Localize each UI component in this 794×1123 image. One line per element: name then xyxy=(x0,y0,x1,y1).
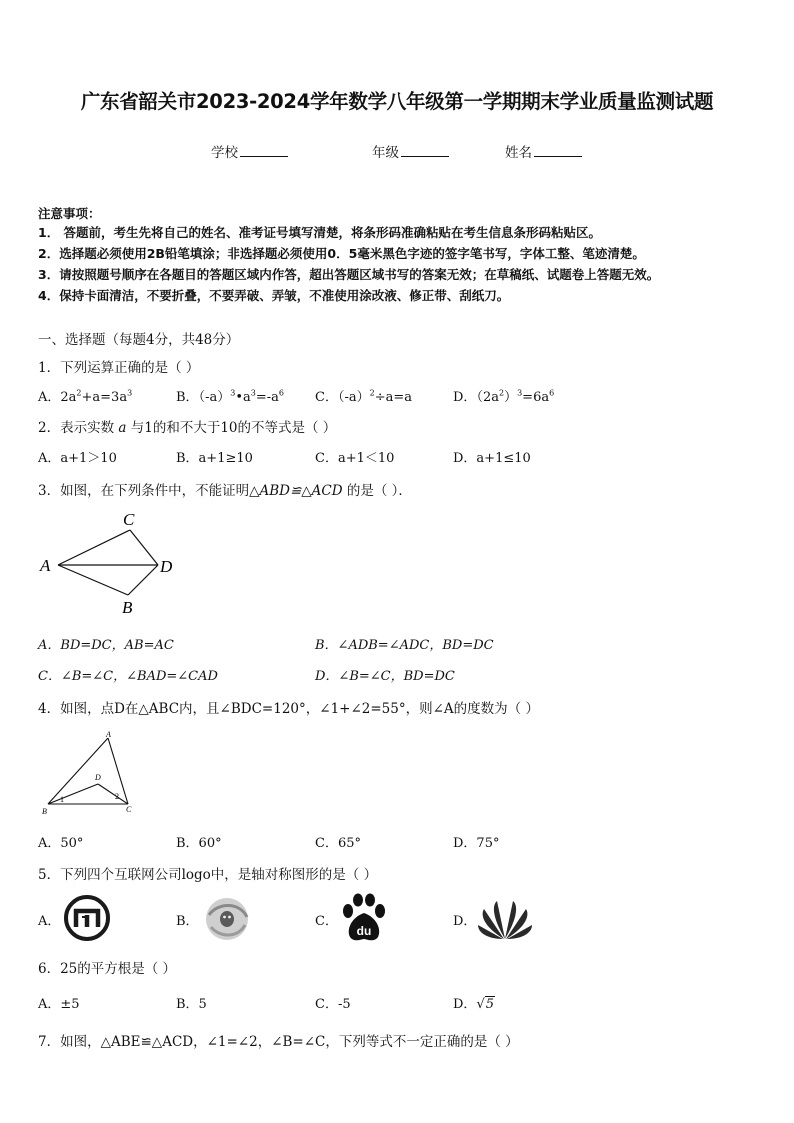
q6-option-a: A．±5 xyxy=(38,997,80,1012)
q3-label-a: A xyxy=(40,556,51,575)
q4-figure xyxy=(40,728,140,820)
q3-stem: 3．如图，在下列条件中，不能证明△ABD≌△ACD 的是（ ）． xyxy=(38,483,412,499)
q4-option-d: D．75° xyxy=(453,836,500,851)
q2-option-b: B．a+1≥10 xyxy=(176,451,253,466)
name-blank xyxy=(534,143,582,157)
q4-label-2: 2 xyxy=(115,792,119,801)
mi-logo-icon xyxy=(62,895,112,941)
q4-label-c: C xyxy=(126,805,132,814)
q1-stem: 1．下列运算正确的是（ ） xyxy=(38,360,200,376)
q1-option-a: A．$2a^2+a=3a^3$ xyxy=(38,388,133,405)
note-item-3: 3．请按照题号顺序在各题目的答题区域内作答，超出答题区域书写的答案无效；在草稿纸、试题卷上答题无效。 xyxy=(38,267,660,282)
q5-option-c: C． xyxy=(315,914,338,929)
q4-option-b: B．60° xyxy=(176,836,222,851)
q4-label-1: 1 xyxy=(60,795,64,804)
grade-field xyxy=(372,141,449,161)
note-item-1: 1． 答题前，考生先将自己的姓名、准考证号填写清楚，将条形码准确粘贴在考生信息条形码粘贴区。 xyxy=(38,225,602,240)
grade-blank xyxy=(401,143,449,157)
q4-label-d: D xyxy=(95,773,101,782)
school-label: 学校 xyxy=(211,145,238,161)
q5-option-d: D． xyxy=(453,914,477,929)
q3-option-a: A．BD=DC，AB=AC xyxy=(38,638,174,653)
sqrt-radicand: 5 xyxy=(485,997,495,1012)
q1-option-d: D．$(2a^2)^3=6a^6$ xyxy=(453,388,555,405)
school-blank xyxy=(240,143,288,157)
baidu-logo-text: du xyxy=(356,924,372,938)
q1-option-b: B．$(-a)^3•a^3=-a^6$ xyxy=(176,388,284,405)
q4-option-c: C．65° xyxy=(315,836,361,851)
q6-option-c: C．-5 xyxy=(315,997,351,1012)
q4-stem: 4．如图，点D在△ABC内，且∠BDC=120°，∠1+∠2=55°，则∠A的度数为（ ） xyxy=(38,701,539,717)
q3-option-b: B．∠ADB=∠ADC，BD=DC xyxy=(315,638,494,653)
q7-stem: 7．如图，△ABE≌△ACD，∠1=∠2，∠B=∠C，下列等式不一定正确的是（ ） xyxy=(38,1034,519,1050)
baidu-paw-logo-icon xyxy=(340,893,388,943)
q2-stem: 2．表示实数 a 与1的和不大于10的不等式是（ ） xyxy=(38,420,337,436)
q5-option-b: B． xyxy=(176,914,199,929)
q2-option-d: D．a+1≤10 xyxy=(453,451,531,466)
school-field xyxy=(211,141,288,161)
q1-option-c: C．$(-a)^2\div a=a$ xyxy=(315,388,412,405)
q4-option-a: A．50° xyxy=(38,836,84,851)
sqrt-symbol: √ xyxy=(476,997,485,1012)
q4-label-b: B xyxy=(42,807,47,816)
q3-label-d: D xyxy=(160,557,173,576)
q6-option-d: D．√5 xyxy=(453,997,495,1012)
huawei-logo-icon xyxy=(476,897,534,941)
grade-label: 年级 xyxy=(372,145,399,161)
q6-stem: 6．25的平方根是（ ） xyxy=(38,961,177,977)
note-item-4: 4．保持卡面清洁，不要折叠，不要弄破、弄皱，不准使用涂改液、修正带、刮纸刀。 xyxy=(38,288,510,303)
q6-option-b: B．5 xyxy=(176,997,207,1012)
q3-option-d: D．∠B=∠C，BD=DC xyxy=(315,669,455,684)
q2-option-a: A．a+1＞10 xyxy=(38,451,117,466)
page-title: 广东省韶关市2023-2024学年数学八年级第一学期期末学业质量监测试题 xyxy=(80,90,714,113)
name-label: 姓名 xyxy=(505,145,532,161)
q3-label-c: C xyxy=(123,510,135,529)
q2-option-c: C．a+1＜10 xyxy=(315,451,395,466)
note-item-2: 2．选择题必须使用2B铅笔填涂；非选择题必须使用0．5毫米黑色字迹的签字笔书写，字体工整、笔迹清楚。 xyxy=(38,246,645,261)
q5-stem: 5．下列四个互联网公司logo中，是轴对称图形的是（ ） xyxy=(38,867,378,883)
qq-logo-icon xyxy=(203,895,251,943)
q5-option-a: A． xyxy=(38,914,61,929)
name-field xyxy=(505,141,582,161)
notes-heading: 注意事项： xyxy=(38,206,101,221)
section-heading: 一、选择题（每题4分，共48分） xyxy=(38,332,240,348)
q4-label-a: A xyxy=(106,730,111,739)
q3-label-b: B xyxy=(122,598,133,617)
q3-figure xyxy=(36,505,186,617)
q3-option-c: C．∠B=∠C，∠BAD=∠CAD xyxy=(38,669,218,684)
